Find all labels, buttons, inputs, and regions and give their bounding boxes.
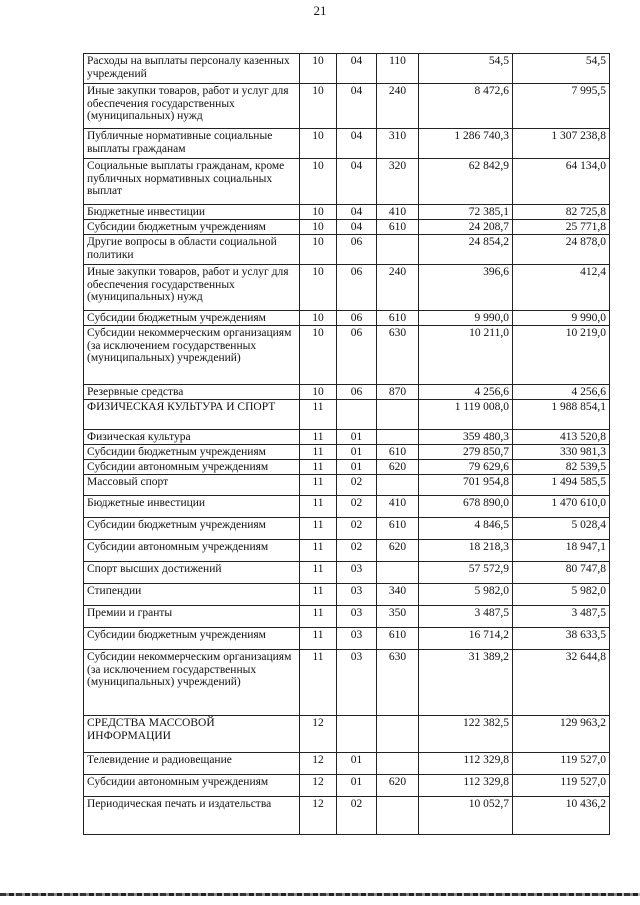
row-amount-2: 24 878,0 (513, 235, 610, 265)
row-subsection-code: 04 (337, 159, 377, 205)
row-expense-type-code (377, 753, 419, 775)
table-row (84, 475, 610, 496)
row-amount-1: 112 329,8 (419, 753, 513, 775)
row-amount-2: 82 725,8 (513, 205, 610, 220)
row-name: Телевидение и радиовещание (84, 753, 300, 775)
row-amount-1: 4 846,5 (419, 518, 513, 540)
row-name: Массовый спорт (84, 475, 300, 496)
row-amount-2: 1 988 854,1 (513, 400, 610, 430)
budget-table (83, 53, 610, 835)
row-expense-type-code: 620 (377, 540, 419, 562)
row-amount-1: 279 850,7 (419, 445, 513, 460)
row-name: Субсидии бюджетным учреждениям (84, 445, 300, 460)
table-row (84, 385, 610, 400)
row-name: Бюджетные инвестиции (84, 496, 300, 518)
row-amount-1: 79 629,6 (419, 460, 513, 475)
row-amount-2: 10 219,0 (513, 326, 610, 385)
row-subsection-code: 04 (337, 84, 377, 129)
row-amount-2: 1 470 610,0 (513, 496, 610, 518)
row-name: Социальные выплаты гражданам, кроме публичных нормативных социальных выплат (84, 159, 300, 205)
row-section-code: 10 (300, 326, 337, 385)
table-row (84, 496, 610, 518)
row-subsection-code: 03 (337, 628, 377, 650)
row-amount-2: 330 981,3 (513, 445, 610, 460)
row-subsection-code: 06 (337, 326, 377, 385)
row-expense-type-code: 610 (377, 445, 419, 460)
table-row (84, 753, 610, 775)
row-section-code: 11 (300, 430, 337, 445)
row-subsection-code: 03 (337, 562, 377, 584)
row-name: Физическая культура (84, 430, 300, 445)
row-amount-1: 701 954,8 (419, 475, 513, 496)
row-subsection-code: 01 (337, 445, 377, 460)
row-section-code: 11 (300, 584, 337, 606)
row-expense-type-code: 610 (377, 220, 419, 235)
row-name: СРЕДСТВА МАССОВОЙ ИНФОРМАЦИИ (84, 716, 300, 753)
row-subsection-code: 01 (337, 460, 377, 475)
row-section-code: 11 (300, 562, 337, 584)
scan-edge-strip (0, 893, 640, 896)
row-subsection-code: 03 (337, 606, 377, 628)
row-name: Субсидии некоммерческим организациям (за исключением государственных (муниципальных) учреждений) (84, 650, 300, 716)
row-section-code: 12 (300, 716, 337, 753)
row-expense-type-code (377, 716, 419, 753)
row-amount-1: 72 385,1 (419, 205, 513, 220)
row-amount-1: 678 890,0 (419, 496, 513, 518)
row-section-code: 10 (300, 205, 337, 220)
row-amount-2: 119 527,0 (513, 753, 610, 775)
table-row (84, 84, 610, 129)
table-row (84, 606, 610, 628)
row-amount-2: 3 487,5 (513, 606, 610, 628)
row-name: Другие вопросы в области социальной политики (84, 235, 300, 265)
row-subsection-code: 04 (337, 220, 377, 235)
row-expense-type-code: 870 (377, 385, 419, 400)
row-name: Субсидии автономным учреждениям (84, 540, 300, 562)
row-name: Периодическая печать и издательства (84, 797, 300, 835)
row-expense-type-code: 410 (377, 496, 419, 518)
row-subsection-code: 04 (337, 205, 377, 220)
row-subsection-code: 06 (337, 385, 377, 400)
row-name: Премии и гранты (84, 606, 300, 628)
row-amount-1: 3 487,5 (419, 606, 513, 628)
row-amount-1: 4 256,6 (419, 385, 513, 400)
row-name: Иные закупки товаров, работ и услуг для обеспечения государственных (муниципальных) нужд (84, 265, 300, 311)
row-name: Субсидии автономным учреждениям (84, 775, 300, 797)
row-amount-1: 1 286 740,3 (419, 129, 513, 159)
row-subsection-code: 01 (337, 753, 377, 775)
row-name: Субсидии некоммерческим организациям (за исключением государственных (муниципальных) учреждений) (84, 326, 300, 385)
table-row (84, 628, 610, 650)
row-subsection-code: 02 (337, 540, 377, 562)
row-expense-type-code: 620 (377, 775, 419, 797)
row-amount-2: 7 995,5 (513, 84, 610, 129)
row-amount-2: 5 982,0 (513, 584, 610, 606)
row-amount-1: 112 329,8 (419, 775, 513, 797)
table-row (84, 159, 610, 205)
table-row (84, 518, 610, 540)
row-section-code: 12 (300, 775, 337, 797)
row-subsection-code (337, 716, 377, 753)
row-section-code: 11 (300, 628, 337, 650)
row-amount-1: 16 714,2 (419, 628, 513, 650)
row-section-code: 11 (300, 400, 337, 430)
row-subsection-code: 06 (337, 265, 377, 311)
row-expense-type-code: 340 (377, 584, 419, 606)
row-amount-2: 25 771,8 (513, 220, 610, 235)
row-expense-type-code: 610 (377, 311, 419, 326)
row-section-code: 11 (300, 650, 337, 716)
row-amount-2: 413 520,8 (513, 430, 610, 445)
row-amount-2: 9 990,0 (513, 311, 610, 326)
table-row (84, 129, 610, 159)
row-amount-2: 412,4 (513, 265, 610, 311)
row-name: Иные закупки товаров, работ и услуг для обеспечения государственных (муниципальных) нужд (84, 84, 300, 129)
row-subsection-code (337, 400, 377, 430)
table-row (84, 562, 610, 584)
row-expense-type-code: 620 (377, 460, 419, 475)
row-section-code: 10 (300, 54, 337, 84)
row-name: Публичные нормативные социальные выплаты гражданам (84, 129, 300, 159)
row-expense-type-code: 240 (377, 265, 419, 311)
row-amount-1: 396,6 (419, 265, 513, 311)
row-subsection-code: 06 (337, 311, 377, 326)
row-name: Резервные средства (84, 385, 300, 400)
row-amount-2: 129 963,2 (513, 716, 610, 753)
row-amount-2: 1 494 585,5 (513, 475, 610, 496)
row-subsection-code: 02 (337, 797, 377, 835)
row-name: Стипендии (84, 584, 300, 606)
row-amount-1: 359 480,3 (419, 430, 513, 445)
row-section-code: 10 (300, 159, 337, 205)
row-section-code: 11 (300, 540, 337, 562)
row-name: Субсидии бюджетным учреждениям (84, 518, 300, 540)
row-expense-type-code: 610 (377, 628, 419, 650)
row-amount-2: 38 633,5 (513, 628, 610, 650)
row-amount-2: 54,5 (513, 54, 610, 84)
row-name: ФИЗИЧЕСКАЯ КУЛЬТУРА И СПОРТ (84, 400, 300, 430)
page-number: 21 (313, 3, 327, 18)
row-amount-1: 10 052,7 (419, 797, 513, 835)
table-row (84, 400, 610, 430)
row-section-code: 10 (300, 84, 337, 129)
row-amount-1: 62 842,9 (419, 159, 513, 205)
row-expense-type-code: 630 (377, 650, 419, 716)
row-name: Бюджетные инвестиции (84, 205, 300, 220)
row-amount-2: 82 539,5 (513, 460, 610, 475)
row-expense-type-code (377, 400, 419, 430)
row-amount-2: 10 436,2 (513, 797, 610, 835)
table-row (84, 650, 610, 716)
row-amount-1: 54,5 (419, 54, 513, 84)
row-expense-type-code (377, 475, 419, 496)
row-section-code: 12 (300, 797, 337, 835)
row-expense-type-code: 240 (377, 84, 419, 129)
row-amount-1: 122 382,5 (419, 716, 513, 753)
row-subsection-code: 06 (337, 235, 377, 265)
row-expense-type-code: 410 (377, 205, 419, 220)
row-name: Субсидии бюджетным учреждениям (84, 220, 300, 235)
table-row (84, 797, 610, 835)
row-amount-1: 8 472,6 (419, 84, 513, 129)
row-expense-type-code (377, 235, 419, 265)
row-expense-type-code: 310 (377, 129, 419, 159)
row-amount-1: 24 208,7 (419, 220, 513, 235)
row-subsection-code: 02 (337, 518, 377, 540)
table-row (84, 54, 610, 84)
table-row (84, 430, 610, 445)
row-amount-1: 31 389,2 (419, 650, 513, 716)
row-name: Спорт высших достижений (84, 562, 300, 584)
row-expense-type-code (377, 430, 419, 445)
table-row (84, 326, 610, 385)
row-amount-1: 57 572,9 (419, 562, 513, 584)
row-subsection-code: 03 (337, 584, 377, 606)
row-amount-2: 4 256,6 (513, 385, 610, 400)
row-section-code: 11 (300, 445, 337, 460)
row-section-code: 11 (300, 496, 337, 518)
table-row (84, 460, 610, 475)
row-amount-2: 80 747,8 (513, 562, 610, 584)
row-section-code: 11 (300, 606, 337, 628)
row-amount-1: 9 990,0 (419, 311, 513, 326)
row-name: Субсидии бюджетным учреждениям (84, 628, 300, 650)
table-row (84, 220, 610, 235)
row-section-code: 11 (300, 460, 337, 475)
row-expense-type-code: 110 (377, 54, 419, 84)
row-amount-2: 32 644,8 (513, 650, 610, 716)
row-section-code: 10 (300, 265, 337, 311)
row-amount-1: 1 119 008,0 (419, 400, 513, 430)
row-expense-type-code (377, 797, 419, 835)
row-section-code: 11 (300, 518, 337, 540)
row-amount-2: 5 028,4 (513, 518, 610, 540)
row-amount-1: 24 854,2 (419, 235, 513, 265)
row-amount-1: 10 211,0 (419, 326, 513, 385)
row-subsection-code: 01 (337, 430, 377, 445)
row-name: Расходы на выплаты персоналу казенных учреждений (84, 54, 300, 84)
table-row (84, 584, 610, 606)
row-subsection-code: 04 (337, 129, 377, 159)
row-amount-2: 64 134,0 (513, 159, 610, 205)
row-section-code: 10 (300, 385, 337, 400)
table-row (84, 235, 610, 265)
row-amount-2: 18 947,1 (513, 540, 610, 562)
row-name: Субсидии автономным учреждениям (84, 460, 300, 475)
row-section-code: 10 (300, 129, 337, 159)
row-section-code: 10 (300, 235, 337, 265)
row-section-code: 11 (300, 475, 337, 496)
row-expense-type-code (377, 562, 419, 584)
row-subsection-code: 01 (337, 775, 377, 797)
row-expense-type-code: 630 (377, 326, 419, 385)
row-section-code: 10 (300, 220, 337, 235)
row-amount-2: 1 307 238,8 (513, 129, 610, 159)
table-row (84, 716, 610, 753)
row-amount-1: 18 218,3 (419, 540, 513, 562)
row-expense-type-code: 320 (377, 159, 419, 205)
table-row (84, 265, 610, 311)
row-subsection-code: 02 (337, 496, 377, 518)
row-amount-2: 119 527,0 (513, 775, 610, 797)
table-row (84, 540, 610, 562)
row-expense-type-code: 610 (377, 518, 419, 540)
row-section-code: 12 (300, 753, 337, 775)
row-section-code: 10 (300, 311, 337, 326)
table-row (84, 205, 610, 220)
row-amount-1: 5 982,0 (419, 584, 513, 606)
row-subsection-code: 02 (337, 475, 377, 496)
table-row (84, 775, 610, 797)
table-row (84, 445, 610, 460)
row-expense-type-code: 350 (377, 606, 419, 628)
table-row (84, 311, 610, 326)
row-subsection-code: 03 (337, 650, 377, 716)
row-name: Субсидии бюджетным учреждениям (84, 311, 300, 326)
row-subsection-code: 04 (337, 54, 377, 84)
